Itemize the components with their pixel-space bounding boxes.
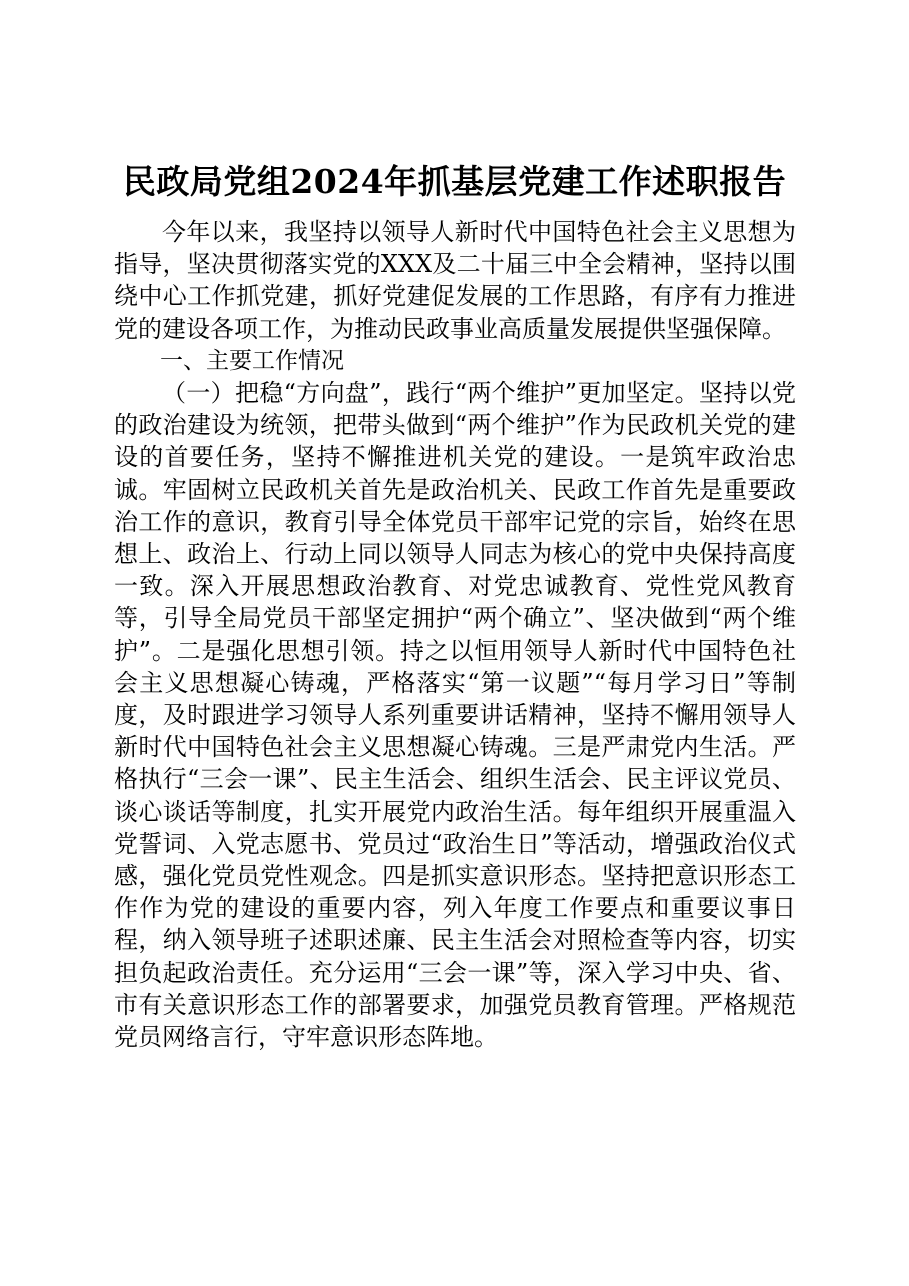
document-body [114, 216, 796, 1053]
section-heading: 一、主要工作情况 [160, 347, 344, 374]
intro-paragraph: 今年以来，我坚持以领导人新时代中国特色社会主义思想为指导，坚决贯彻落实党的XXX及二十届三中全会精神，坚持以围绕中心工作抓党建，抓好党建促发展的工作思路，有序有力推进党的建设各项工作，为推动民政事业高质量发展提供坚强保障。 [114, 218, 796, 343]
section-paragraph: （一）把稳“方向盘”，践行“两个维护”更加坚定。坚持以党的政治建设为统领，把带头做到“两个维护”作为民政机关党的建设的首要任务，坚持不懈推进机关党的建设。一是筑牢政治忠诚。牢固树立民政机关首先是政治机关、民政工作首先是重要政治工作的意识，教育引导全体党员干部牢记党的宗旨，始终在思想上、政治上、行动上同以领导人同志为核心的党中央保持高度一致。深入开展思想政治教育、对党忠诚教育、党性党风教育等，引导全局党员干部坚定拥护“两个确立”、坚决做到“两个维护”。二是强化思想引领。持之以恒用领导人新时代中国特色社会主义思想凝心铸魂，严格落实“第一议题”“每月学习日”等制度，及时跟进学习领导人系列重要讲话精神，坚持不懈用领导人新时代中国特色社会主义思想凝心铸魂。三是严肃党内生活。严格执行“三会一课”、民主生活会、组织生活会、民主评议党员、谈心谈话等制度，扎实开展党内政治生活。每年组织开展重温入党誓词、入党志愿书、党员过“政治生日”等活动，增强政治仪式感，强化党员党性观念。四是抓实意识形态。坚持把意识形态工作作为党的建设的重要内容，列入年度工作要点和重要议事日程，纳入领导班子述职述廉、民主生活会对照检查等内容，切实担负起政治责任。充分运用“三会一课”等，深入学习中央、省、市有关意识形态工作的部署要求，加强党员教育管理。严格规范党员网络言行，守牢意识形态阵地。 [114, 379, 796, 1052]
document-title: 民政局党组2024年抓基层党建工作述职报告 [122, 162, 787, 201]
